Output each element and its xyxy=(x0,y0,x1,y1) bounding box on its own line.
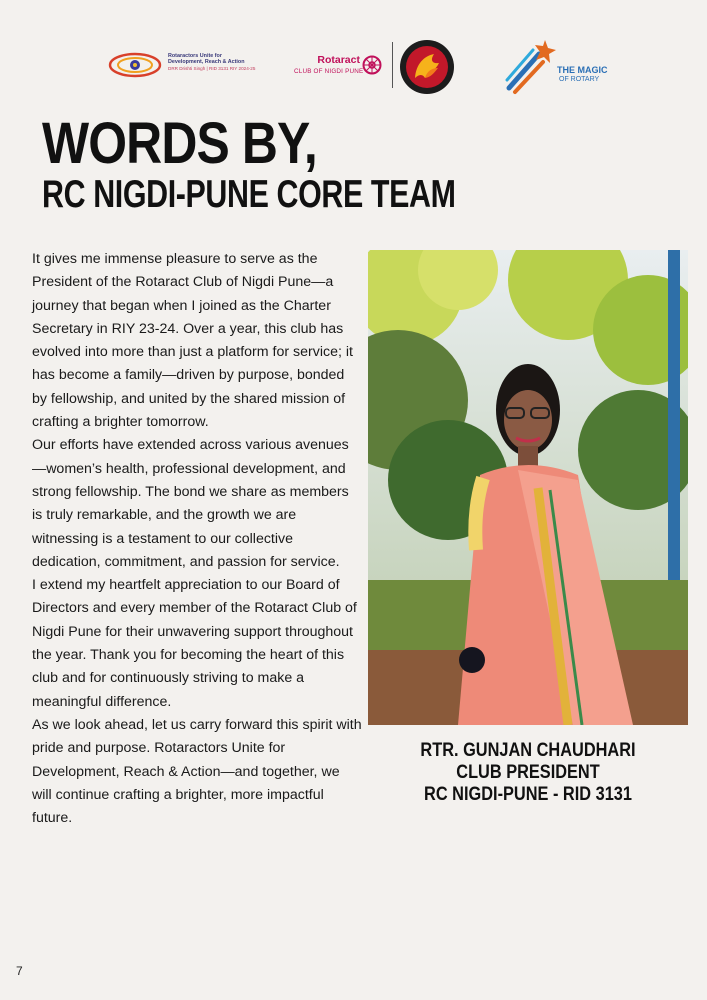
magic-subtitle: OF ROTARY xyxy=(559,76,600,83)
rudra-logo xyxy=(108,50,268,80)
page-title: WORDS BY, xyxy=(42,111,317,176)
header-logos xyxy=(0,36,707,100)
rotary-wheel-icon xyxy=(362,55,382,75)
caption-role: CLUB PRESIDENT xyxy=(456,762,600,783)
rotaract-club-logo xyxy=(292,52,384,82)
paragraph: It gives me immense pleasure to serve as the President of the Rotaract Club of Nigdi Pune—a journey that began when I joined as the Charter Secretary in RIY 23-24. Over a year, this club has evolved into more than just a platform for service; it has become a family—driven by purpose, bonded by fellowship, and united by the shared mission of crafting a brighter tomorrow. xyxy=(32,251,353,431)
message-body xyxy=(32,248,362,830)
page-number: 7 xyxy=(16,964,23,978)
logo-divider xyxy=(392,42,393,88)
rotaract-wordmark: Rotaract xyxy=(317,54,360,66)
photo-caption xyxy=(372,740,684,806)
paragraph: As we look ahead, let us carry forward this spirit with pride and purpose. Rotaractors Unite for Development, Reach & Action—and together, we will continue crafting a brighter, more impactful future. xyxy=(32,716,362,827)
rudra-line1: Rotaractors Unite for xyxy=(168,53,222,59)
page-subtitle: RC NIGDI-PUNE CORE TEAM xyxy=(42,173,456,216)
magic-title: THE MAGIC xyxy=(557,65,608,75)
eye-ring-icon xyxy=(108,52,162,78)
caption-club: RC NIGDI-PUNE - RID 3131 xyxy=(424,784,632,805)
phoenix-emblem-icon xyxy=(398,38,456,96)
portrait-illustration xyxy=(368,250,688,725)
caption-name: RTR. GUNJAN CHAUDHARI xyxy=(420,740,636,761)
magic-of-rotary-logo xyxy=(505,36,615,96)
president-photo xyxy=(368,250,688,725)
paragraph: I extend my heartfelt appreciation to our Board of Directors and every member of the Rotaract Club of Nigdi Pune for their unwavering support throughout the year. Thank you for becoming the heart of this club and for continuously striving to make a meaningful difference. xyxy=(32,577,357,710)
rudra-line3: DRR Drishti Singh | RID 3131 RIY 2024-25 xyxy=(168,65,256,71)
paragraph: Our efforts have extended across various avenues—women’s health, professional development, and strong fellowship. The bond we share as members is truly remarkable, and the growth we are witnessing is a testament to our collective dedication, commitment, and passion for service. xyxy=(32,437,349,570)
rudra-line2: Development, Reach & Action xyxy=(168,59,245,66)
club-name-small: CLUB OF NIGDI PUNE xyxy=(294,68,364,75)
